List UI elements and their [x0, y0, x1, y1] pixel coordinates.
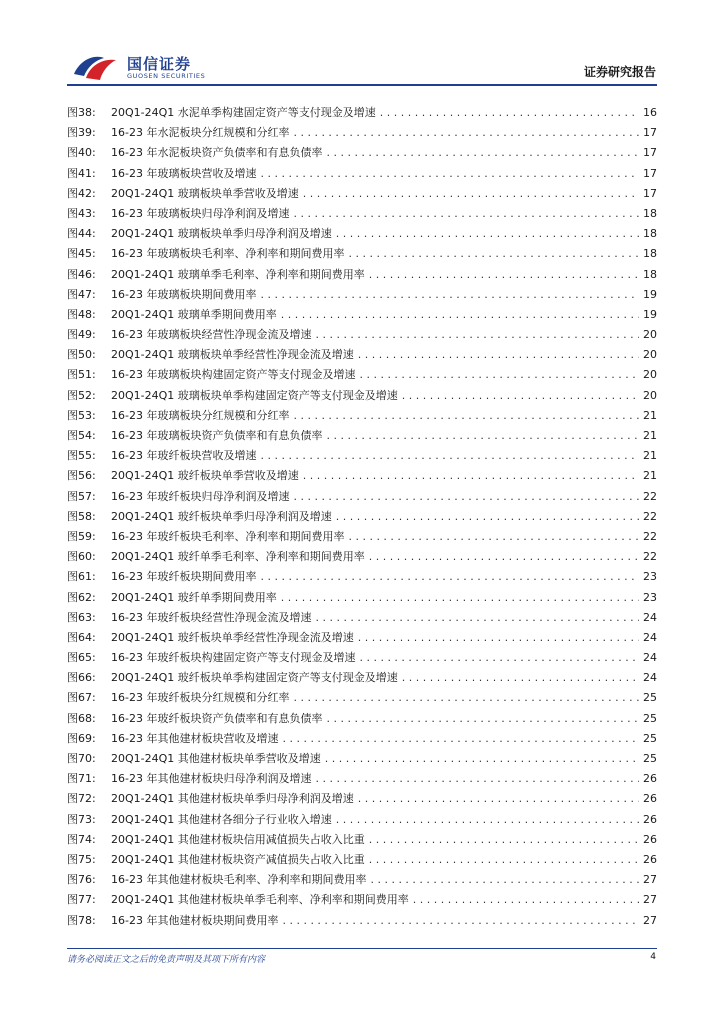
figure-page-number: 16 [643, 106, 657, 119]
figure-number: 图70: [67, 752, 96, 765]
toc-entry[interactable] [67, 386, 657, 406]
figure-number: 图65: [67, 651, 96, 665]
figure-number: 图57: [67, 489, 96, 503]
dot-leader [348, 527, 639, 547]
dot-leader [293, 406, 639, 426]
figure-page-number: 21 [643, 449, 657, 463]
figure-number: 图68: [67, 711, 96, 725]
figure-title: 16-23 年其他建材板块营收及增速 [111, 731, 279, 745]
footer-divider [67, 948, 657, 949]
figure-title: 16-23 年玻璃板块构建固定资产等支付现金及增速 [111, 368, 356, 382]
toc-entry[interactable] [67, 204, 657, 224]
figure-title: 16-23 年玻纤板块营收及增速 [111, 449, 257, 463]
toc-entry[interactable] [67, 850, 657, 870]
figure-page-number: 20 [643, 368, 657, 382]
toc-entry[interactable] [67, 527, 657, 547]
toc-entry[interactable] [67, 608, 657, 628]
figure-title: 20Q1-24Q1 玻纤板块单季营收及增速 [111, 469, 299, 483]
figure-page-number: 26 [643, 832, 657, 846]
figure-page-number: 17 [643, 126, 657, 140]
figure-page-number: 24 [643, 651, 657, 665]
dot-leader [303, 466, 639, 486]
dot-leader [282, 729, 639, 749]
dot-leader [326, 426, 639, 446]
figure-number: 图64: [67, 630, 96, 644]
toc-entry[interactable] [67, 365, 657, 385]
toc-entry[interactable] [67, 345, 657, 365]
figure-number: 图53: [67, 408, 96, 422]
dot-leader [260, 285, 639, 305]
figure-page-number: 25 [643, 752, 657, 765]
report-type-label: 证券研究报告 [583, 65, 656, 79]
dot-leader [402, 668, 639, 688]
figure-title: 20Q1-24Q1 玻璃板块单季归母净利润及增速 [111, 227, 332, 241]
toc-entry[interactable] [67, 688, 657, 708]
page-number: 4 [650, 952, 656, 962]
figure-page-number: 17 [643, 186, 657, 200]
figure-page-number: 19 [643, 287, 657, 301]
figure-title: 20Q1-24Q1 玻纤板块单季经营性净现金流及增速 [111, 630, 354, 644]
toc-entry[interactable] [67, 426, 657, 446]
figure-title: 16-23 年玻纤板块构建固定资产等支付现金及增速 [111, 651, 356, 665]
figure-page-number: 19 [643, 307, 657, 321]
toc-entry[interactable] [67, 507, 657, 527]
figure-number: 图62: [67, 590, 96, 604]
toc-entry[interactable] [67, 285, 657, 305]
dot-leader [293, 204, 639, 224]
figure-title: 20Q1-24Q1 玻纤板块单季构建固定资产等支付现金及增速 [111, 671, 398, 685]
toc-entry[interactable] [67, 224, 657, 244]
toc-entry[interactable] [67, 749, 657, 769]
figure-page-number: 25 [643, 691, 657, 705]
dot-leader [326, 143, 639, 163]
figure-number: 图41: [67, 166, 96, 180]
figure-number: 图54: [67, 429, 96, 442]
brand-name-cn: 国信证券 [127, 55, 192, 73]
figure-title: 16-23 年玻纤板块资产负债率和有息负债率 [111, 711, 323, 725]
toc-entry[interactable] [67, 628, 657, 648]
figure-list [67, 103, 657, 931]
footer-disclaimer: 请务必阅读正文之后的免责声明及其项下所有内容 [67, 955, 266, 965]
figure-page-number: 20 [643, 348, 657, 362]
toc-entry[interactable] [67, 466, 657, 486]
figure-number: 图43: [67, 206, 96, 220]
figure-number: 图59: [67, 529, 96, 543]
toc-entry[interactable] [67, 911, 657, 931]
figure-page-number: 22 [643, 550, 657, 564]
figure-title: 16-23 年玻璃板块分红规模和分红率 [111, 408, 290, 422]
figure-page-number: 22 [643, 489, 657, 503]
toc-entry[interactable] [67, 567, 657, 587]
figure-title: 20Q1-24Q1 玻纤单季毛利率、净利率和期间费用率 [111, 550, 365, 564]
toc-entry[interactable] [67, 103, 657, 123]
figure-page-number: 18 [643, 227, 657, 241]
figure-title: 16-23 年玻纤板块经营性净现金流及增速 [111, 610, 312, 624]
figure-page-number: 24 [643, 630, 657, 644]
toc-entry[interactable] [67, 588, 657, 608]
toc-entry[interactable] [67, 184, 657, 204]
dot-leader [358, 628, 639, 648]
dot-leader [348, 244, 639, 264]
figure-number: 图63: [67, 610, 96, 624]
dot-leader [315, 769, 639, 789]
toc-entry[interactable] [67, 668, 657, 688]
figure-number: 图46: [67, 267, 96, 281]
figure-number: 图39: [67, 126, 96, 140]
figure-page-number: 21 [643, 429, 657, 442]
dot-leader [282, 911, 639, 931]
toc-entry[interactable] [67, 244, 657, 264]
dot-leader [359, 648, 639, 668]
dot-leader [370, 870, 639, 890]
dot-leader [281, 588, 639, 608]
figure-number: 图66: [67, 671, 96, 685]
figure-page-number: 18 [643, 267, 657, 281]
figure-title: 16-23 年玻纤板块归母净利润及增速 [111, 489, 290, 503]
figure-number: 图40: [67, 146, 96, 160]
brand-name-en: GUOSEN SECURITIES [127, 72, 206, 80]
toc-entry[interactable] [67, 890, 657, 910]
figure-title: 20Q1-24Q1 水泥单季构建固定资产等支付现金及增速 [111, 106, 376, 119]
toc-entry[interactable] [67, 265, 657, 285]
figure-page-number: 27 [643, 893, 657, 907]
toc-entry[interactable] [67, 305, 657, 325]
figure-page-number: 22 [643, 529, 657, 543]
figure-title: 20Q1-24Q1 其他建材板块信用减值损失占收入比重 [111, 832, 365, 846]
toc-entry[interactable] [67, 870, 657, 890]
dot-leader [260, 446, 639, 466]
figure-page-number: 25 [643, 711, 657, 725]
dot-leader [380, 103, 639, 123]
toc-entry[interactable] [67, 769, 657, 789]
figure-page-number: 18 [643, 206, 657, 220]
header-divider [67, 84, 657, 86]
figure-title: 20Q1-24Q1 玻纤板块单季归母净利润及增速 [111, 509, 332, 523]
figure-number: 图55: [67, 449, 96, 463]
figure-page-number: 27 [643, 913, 657, 927]
dot-leader [326, 709, 639, 729]
figure-page-number: 26 [643, 792, 657, 806]
figure-title: 20Q1-24Q1 玻璃板块单季经营性净现金流及增速 [111, 348, 354, 362]
figure-number: 图71: [67, 772, 96, 786]
toc-entry[interactable] [67, 325, 657, 345]
toc-entry[interactable] [67, 164, 657, 184]
dot-leader [336, 810, 639, 830]
dot-leader [325, 749, 639, 769]
dot-leader [315, 608, 639, 628]
figure-number: 图61: [67, 570, 96, 584]
figure-page-number: 23 [643, 570, 657, 584]
toc-entry[interactable] [67, 789, 657, 809]
figure-page-number: 26 [643, 772, 657, 786]
guosen-logo-icon [70, 52, 120, 82]
toc-entry[interactable] [67, 143, 657, 163]
figure-title: 20Q1-24Q1 其他建材板块单季营收及增速 [111, 752, 321, 765]
dot-leader [402, 386, 639, 406]
dot-leader [358, 789, 639, 809]
figure-title: 20Q1-24Q1 玻璃板块单季营收及增速 [111, 186, 299, 200]
figure-number: 图76: [67, 873, 96, 887]
figure-page-number: 17 [643, 166, 657, 180]
dot-leader [336, 507, 639, 527]
figure-title: 16-23 年玻纤板块期间费用率 [111, 570, 257, 584]
figure-number: 图38: [67, 106, 96, 119]
toc-entry[interactable] [67, 810, 657, 830]
figure-title: 16-23 年玻纤板块毛利率、净利率和期间费用率 [111, 529, 345, 543]
figure-title: 16-23 年玻璃板块归母净利润及增速 [111, 206, 290, 220]
figure-title: 20Q1-24Q1 其他建材各细分子行业收入增速 [111, 812, 332, 826]
dot-leader [260, 164, 639, 184]
figure-number: 图60: [67, 550, 96, 564]
dot-leader [281, 305, 639, 325]
figure-page-number: 18 [643, 247, 657, 261]
figure-title: 16-23 年水泥板块分红规模和分红率 [111, 126, 290, 140]
figure-title: 20Q1-24Q1 玻璃单季期间费用率 [111, 307, 277, 321]
dot-leader [369, 265, 639, 285]
figure-title: 20Q1-24Q1 其他建材板块单季毛利率、净利率和期间费用率 [111, 893, 409, 907]
figure-number: 图77: [67, 893, 96, 907]
figure-number: 图56: [67, 469, 96, 483]
dot-leader [369, 830, 639, 850]
figure-number: 图44: [67, 227, 96, 241]
figure-number: 图67: [67, 691, 96, 705]
figure-number: 图45: [67, 247, 96, 261]
figure-number: 图78: [67, 913, 96, 927]
toc-entry[interactable] [67, 648, 657, 668]
figure-page-number: 22 [643, 509, 657, 523]
dot-leader [369, 850, 639, 870]
dot-leader [369, 547, 639, 567]
figure-number: 图69: [67, 731, 96, 745]
figure-title: 20Q1-24Q1 其他建材板块资产减值损失占收入比重 [111, 852, 365, 866]
figure-number: 图58: [67, 509, 96, 523]
figure-page-number: 20 [643, 328, 657, 342]
toc-entry[interactable] [67, 123, 657, 143]
figure-title: 16-23 年玻璃板块期间费用率 [111, 287, 257, 301]
figure-page-number: 26 [643, 812, 657, 826]
toc-entry[interactable] [67, 446, 657, 466]
figure-number: 图48: [67, 307, 96, 321]
dot-leader [413, 890, 639, 910]
figure-page-number: 17 [643, 146, 657, 160]
figure-title: 16-23 年其他建材板块归母净利润及增速 [111, 772, 312, 786]
dot-leader [260, 567, 639, 587]
figure-title: 16-23 年其他建材板块毛利率、净利率和期间费用率 [111, 873, 367, 887]
dot-leader [303, 184, 639, 204]
dot-leader [293, 487, 639, 507]
figure-title: 16-23 年其他建材板块期间费用率 [111, 913, 279, 927]
figure-title: 20Q1-24Q1 玻纤单季期间费用率 [111, 590, 277, 604]
figure-number: 图47: [67, 287, 96, 301]
toc-entry[interactable] [67, 487, 657, 507]
figure-title: 16-23 年水泥板块资产负债率和有息负债率 [111, 146, 323, 160]
figure-title: 20Q1-24Q1 其他建材板块单季归母净利润及增速 [111, 792, 354, 806]
dot-leader [293, 688, 639, 708]
toc-entry[interactable] [67, 709, 657, 729]
figure-number: 图51: [67, 368, 96, 382]
figure-title: 16-23 年玻纤板块分红规模和分红率 [111, 691, 290, 705]
toc-entry[interactable] [67, 830, 657, 850]
toc-entry[interactable] [67, 729, 657, 749]
figure-number: 图49: [67, 328, 96, 342]
figure-title: 16-23 年玻璃板块资产负债率和有息负债率 [111, 429, 323, 442]
figure-title: 16-23 年玻璃板块营收及增速 [111, 166, 257, 180]
dot-leader [315, 325, 639, 345]
page-header [0, 0, 724, 86]
toc-entry[interactable] [67, 547, 657, 567]
figure-number: 图50: [67, 348, 96, 362]
dot-leader [359, 365, 639, 385]
toc-entry[interactable] [67, 406, 657, 426]
dot-leader [358, 345, 639, 365]
figure-title: 16-23 年玻璃板块毛利率、净利率和期间费用率 [111, 247, 345, 261]
figure-page-number: 26 [643, 852, 657, 866]
dot-leader [293, 123, 639, 143]
figure-number: 图72: [67, 792, 96, 806]
figure-title: 20Q1-24Q1 玻璃板块单季构建固定资产等支付现金及增速 [111, 388, 398, 402]
figure-page-number: 21 [643, 469, 657, 483]
figure-page-number: 27 [643, 873, 657, 887]
figure-number: 图74: [67, 832, 96, 846]
figure-title: 20Q1-24Q1 玻璃单季毛利率、净利率和期间费用率 [111, 267, 365, 281]
figure-page-number: 25 [643, 731, 657, 745]
figure-number: 图73: [67, 812, 96, 826]
figure-page-number: 21 [643, 408, 657, 422]
figure-number: 图52: [67, 388, 96, 402]
figure-title: 16-23 年玻璃板块经营性净现金流及增速 [111, 328, 312, 342]
figure-page-number: 23 [643, 590, 657, 604]
figure-page-number: 20 [643, 388, 657, 402]
dot-leader [336, 224, 639, 244]
figure-page-number: 24 [643, 671, 657, 685]
figure-number: 图75: [67, 852, 96, 866]
figure-page-number: 24 [643, 610, 657, 624]
figure-number: 图42: [67, 186, 96, 200]
